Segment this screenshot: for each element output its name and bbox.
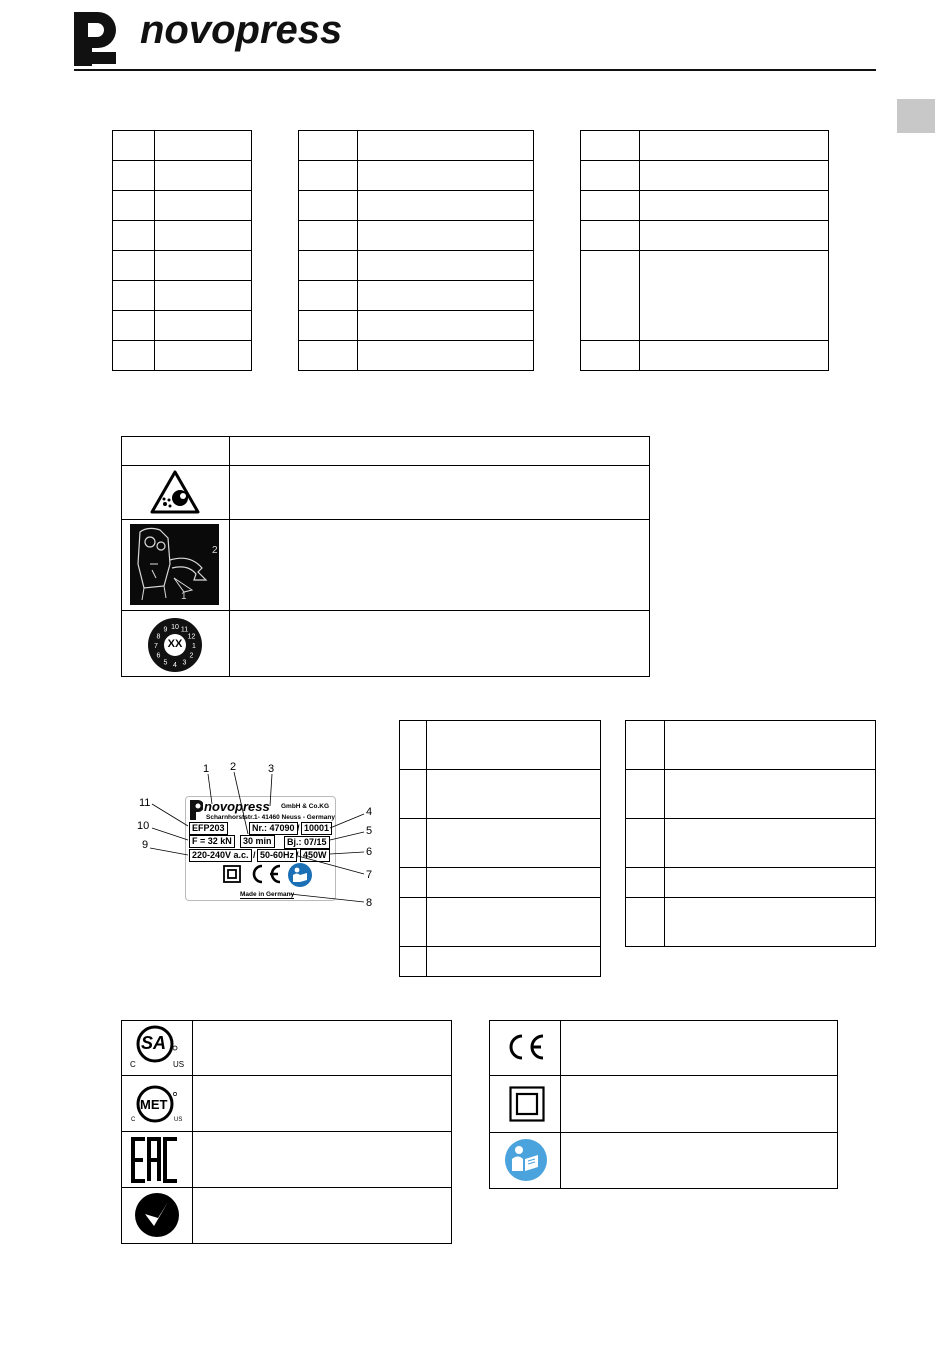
logo-wordmark: novopress xyxy=(140,8,343,52)
plate-voltage: 220-240V a.c. xyxy=(189,849,252,862)
sticker-month-label: 8 xyxy=(156,633,161,641)
callout-2: 2 xyxy=(230,761,237,773)
csa-mark-us: US xyxy=(173,1060,185,1069)
plate-force: F = 32 kN xyxy=(189,835,235,848)
parts-table-1 xyxy=(112,130,252,371)
plate-frequency: 50-60Hz xyxy=(257,849,297,862)
rcm-mark-icon xyxy=(134,1192,180,1238)
csa-mark-text: SA xyxy=(141,1033,167,1053)
sticker-month-label: 1 xyxy=(192,643,196,650)
callout-4: 4 xyxy=(366,806,373,818)
sticker-month-label: 9 xyxy=(163,626,168,634)
header-rule xyxy=(74,69,876,71)
plate-serial: Nr.: 47090 xyxy=(249,822,298,835)
sticker-month-label: 10 xyxy=(171,624,179,631)
callout-11: 11 xyxy=(139,797,151,809)
plate-legend-table-1 xyxy=(399,720,601,977)
csa-mark-c: C xyxy=(130,1060,136,1069)
callout-5: 5 xyxy=(366,825,373,837)
parts-table-2 xyxy=(298,130,534,371)
callout-7: 7 xyxy=(366,869,373,881)
met-mark-us: US xyxy=(174,1117,183,1123)
sticker-month-label: 11 xyxy=(180,626,189,634)
plate-company-suffix: GmbH & Co.KG xyxy=(281,803,330,810)
sticker-month-label: 7 xyxy=(154,643,158,650)
read-manual-icon xyxy=(504,1138,548,1182)
callout-1: 1 xyxy=(203,763,210,775)
inspection-year: XX xyxy=(167,638,183,650)
callout-9: 9 xyxy=(142,839,149,851)
callout-3: 3 xyxy=(268,763,275,775)
sticker-month-label: 2 xyxy=(189,652,194,660)
protection-class-2-icon xyxy=(509,1086,545,1122)
plate-address: Scharnhorststr.1- 41460 Neuss - Germany xyxy=(206,814,335,821)
figure-label-1: 1 xyxy=(181,591,187,602)
plate-duty-cycle: 30 min xyxy=(240,835,275,848)
figure-label-2: 2 xyxy=(212,545,218,556)
met-mark-text: MET xyxy=(140,1097,168,1112)
sticker-month-label: 6 xyxy=(156,652,161,660)
plate-made-in: Made in Germany xyxy=(240,891,295,898)
ce-mark-icon xyxy=(505,1033,547,1061)
plate-brand: novopress xyxy=(204,799,270,814)
plate-legend-table-2 xyxy=(625,720,876,947)
parts-table-3 xyxy=(580,130,829,371)
plate-build-year: Bj.: 07/15 xyxy=(284,836,330,849)
callout-10: 10 xyxy=(137,820,150,832)
chapter-tab xyxy=(897,99,935,133)
eac-mark-icon xyxy=(130,1136,182,1184)
sticker-month-label: 5 xyxy=(163,659,168,667)
eye-protection-warning-icon xyxy=(150,470,200,514)
sticker-month-label: 3 xyxy=(182,659,187,667)
plate-power: 450W xyxy=(300,849,330,862)
plate-serial-suffix: 10001 xyxy=(301,822,332,835)
sticker-month-label: 12 xyxy=(187,633,196,641)
callout-6: 6 xyxy=(366,846,373,858)
callout-lines xyxy=(130,760,390,910)
met-mark-c: C xyxy=(131,1117,136,1123)
plate-model: EFP203 xyxy=(189,822,228,835)
callout-8: 8 xyxy=(366,897,373,909)
tool-jaw-figure xyxy=(130,524,219,605)
sticker-month-label: 4 xyxy=(173,662,177,669)
